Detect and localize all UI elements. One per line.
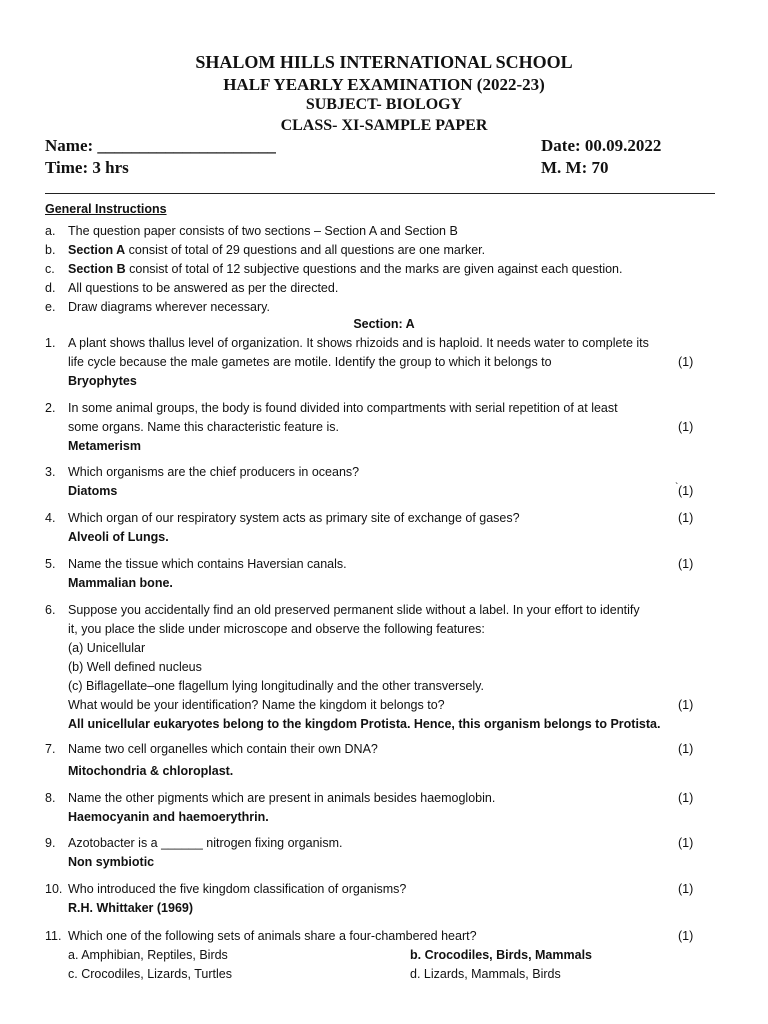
question-item [45, 463, 725, 501]
instruction-bold: Section A [68, 243, 126, 257]
option-c: c. Crocodiles, Lizards, Turtles [68, 967, 232, 981]
question-line: Who introduced the five kingdom classification of organisms? [68, 882, 407, 896]
option-a: a. Amphibian, Reptiles, Birds [68, 948, 228, 962]
question-line: Name two cell organelles which contain their own DNA? [68, 742, 378, 756]
question-number: 9. [45, 836, 56, 850]
question-mark: (1) [678, 791, 694, 805]
instruction-item [45, 298, 725, 317]
stray-mark: ` [675, 482, 679, 493]
question-text [68, 789, 653, 808]
question-line: Which one of the following sets of animals share a four-chambered heart? [68, 929, 477, 943]
question-text [68, 601, 653, 715]
question-item [45, 927, 725, 984]
question-line: Name the tissue which contains Haversian canals. [68, 557, 347, 571]
question-answer: Non symbiotic [68, 855, 155, 869]
instructions-title: General Instructions [45, 202, 167, 216]
instruction-letter: e. [45, 300, 56, 314]
question-line: (c) Biflagellate–one flagellum lying longitudinally and the other transversely. [68, 679, 484, 693]
question-answer: All unicellular eukaryotes belong to the kingdom Protista. Hence, this organism belongs to Protista. [68, 717, 661, 731]
name-field-label: Name: _____________________ [45, 136, 276, 155]
question-number: 1. [45, 336, 56, 350]
question-answer: Bryophytes [68, 374, 137, 388]
option-b: b. Crocodiles, Birds, Mammals [410, 948, 592, 962]
question-line: some organs. Name this characteristic feature is. [68, 420, 339, 434]
question-line: it, you place the slide under microscope and observe the following features: [68, 622, 485, 636]
options-grid [68, 946, 725, 984]
instruction-text: consist of total of 12 subjective questions and the marks are given against each question. [125, 262, 623, 276]
question-item [45, 740, 725, 781]
question-line: In some animal groups, the body is found divided into compartments with serial repetition of at least [68, 401, 618, 415]
question-line: What would be your identification? Name the kingdom it belongs to? [68, 698, 445, 712]
question-line: (a) Unicellular [68, 641, 146, 655]
question-item [45, 509, 725, 547]
question-text [68, 740, 653, 759]
question-mark: (1) [678, 355, 694, 369]
instruction-text: All questions to be answered as per the directed. [68, 281, 339, 295]
time-label: Time: 3 hrs [45, 158, 129, 177]
header-divider [45, 193, 715, 194]
question-number: 2. [45, 401, 56, 415]
instruction-letter: a. [45, 224, 56, 238]
question-number: 8. [45, 791, 56, 805]
question-line: (b) Well defined nucleus [68, 660, 202, 674]
instruction-item [45, 241, 725, 260]
instruction-letter: b. [45, 243, 56, 257]
question-mark: (1) [678, 929, 694, 943]
question-answer: Metamerism [68, 439, 141, 453]
question-answer: Alveoli of Lungs. [68, 530, 169, 544]
question-answer: Diatoms [68, 484, 118, 498]
question-item [45, 601, 725, 734]
question-answer: Haemocyanin and haemoerythrin. [68, 810, 269, 824]
question-line: Name the other pigments which are present in animals besides haemoglobin. [68, 791, 496, 805]
instruction-bold: Section B [68, 262, 126, 276]
question-answer: Mitochondria & chloroplast. [68, 764, 234, 778]
instruction-letter: c. [45, 262, 55, 276]
question-text [68, 834, 653, 853]
question-text [68, 927, 653, 946]
question-text [68, 555, 653, 574]
question-line: Which organ of our respiratory system acts as primary site of exchange of gases? [68, 511, 520, 525]
question-item [45, 555, 725, 593]
exam-title: HALF YEARLY EXAMINATION (2022-23) [223, 75, 545, 94]
instruction-text: The question paper consists of two sections – Section A and Section B [68, 224, 458, 238]
question-number: 11. [45, 929, 62, 943]
question-answer: Mammalian bone. [68, 576, 173, 590]
question-mark: (1) [678, 836, 694, 850]
instruction-text: Draw diagrams wherever necessary. [68, 300, 270, 314]
question-text [68, 880, 653, 899]
question-mark: (1) [678, 742, 694, 756]
question-number: 7. [45, 742, 56, 756]
instructions-list [45, 222, 725, 317]
question-number: 5. [45, 557, 56, 571]
date-label: Date: 00.09.2022 [541, 136, 662, 155]
question-text [68, 463, 653, 482]
question-answer: R.H. Whittaker (1969) [68, 901, 194, 915]
question-line: Suppose you accidentally find an old preserved permanent slide without a label. In your effort to identify [68, 603, 640, 617]
question-mark: (1) [678, 420, 694, 434]
question-text [68, 399, 653, 437]
answer-row [45, 482, 725, 501]
max-marks-label: M. M: 70 [541, 158, 609, 177]
instruction-letter: d. [45, 281, 56, 295]
question-number: 6. [45, 603, 56, 617]
class-title: CLASS- XI-SAMPLE PAPER [280, 117, 488, 134]
question-number: 3. [45, 465, 56, 479]
question-mark: (1) [678, 511, 694, 525]
question-line: life cycle because the male gametes are motile. Identify the group to which it belongs to [68, 355, 552, 369]
question-item [45, 880, 725, 918]
question-mark: (1) [678, 882, 694, 896]
question-mark: (1) [678, 557, 694, 571]
question-text [68, 509, 653, 528]
section-title: Section: A [353, 317, 415, 331]
question-text [68, 334, 653, 372]
school-name: SHALOM HILLS INTERNATIONAL SCHOOL [195, 52, 573, 72]
instruction-item [45, 222, 725, 241]
question-number: 4. [45, 511, 56, 525]
question-mark: (1) [678, 484, 694, 498]
question-item [45, 399, 725, 456]
question-line: Azotobacter is a ______ nitrogen fixing organism. [68, 836, 343, 850]
question-line: A plant shows thallus level of organization. It shows rhizoids and is haploid. It needs water to complete its [68, 336, 649, 350]
instruction-text: consist of total of 29 questions and all questions are one marker. [125, 243, 486, 257]
question-mark: (1) [678, 698, 694, 712]
subject-title: SUBJECT- BIOLOGY [305, 96, 463, 113]
instruction-item [45, 279, 725, 298]
question-item [45, 789, 725, 827]
option-d: d. Lizards, Mammals, Birds [410, 967, 561, 981]
question-item [45, 834, 725, 872]
question-item [45, 334, 725, 391]
instruction-item [45, 260, 725, 279]
question-line: Which organisms are the chief producers in oceans? [68, 465, 360, 479]
question-number: 10. [45, 882, 63, 896]
